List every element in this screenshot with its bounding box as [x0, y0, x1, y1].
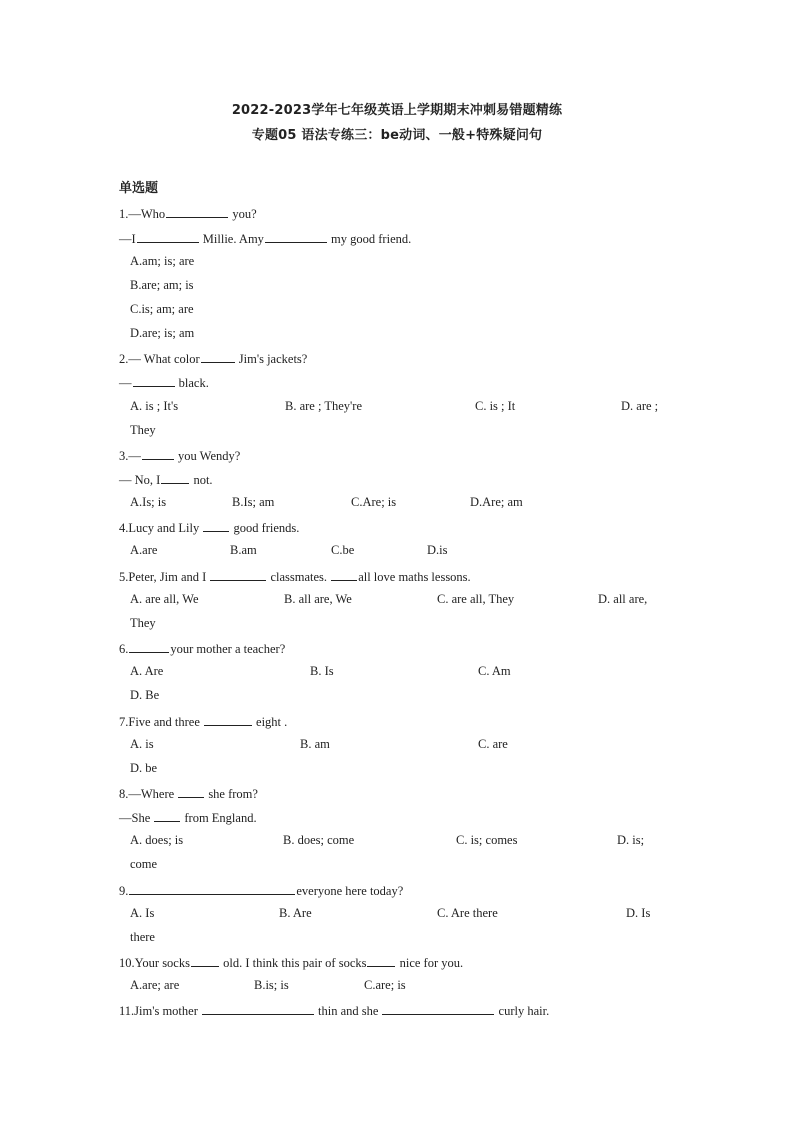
- answer-blank: [137, 230, 199, 243]
- question-8-option-b: B. does; come: [283, 833, 355, 847]
- question-10-option-a: A.are; are: [130, 978, 180, 992]
- question-4-option-b: B.am: [230, 543, 257, 557]
- answer-blank: [331, 568, 357, 581]
- answer-blank: [202, 1002, 314, 1015]
- answer-blank: [367, 954, 395, 967]
- question-9-option-a: A. Is: [130, 906, 155, 920]
- answer-blank: [265, 230, 327, 243]
- section-heading: 单选题: [119, 181, 159, 196]
- answer-blank: [178, 785, 204, 798]
- question-8-option-d-wrap: come: [130, 857, 158, 871]
- question-6-option-c: C. Am: [478, 664, 511, 678]
- question-9-option-b: B. Are: [279, 906, 312, 920]
- question-6-line-1: 6. your mother a teacher?: [119, 642, 286, 656]
- question-4-option-a: A.are: [130, 543, 158, 557]
- question-1-line-1: 1.—Who you?: [119, 207, 257, 221]
- question-11-line-1: 11.Jim's mother thin and she curly hair.: [119, 1004, 550, 1018]
- question-4-option-d: D.is: [427, 543, 448, 557]
- question-3-option-c: C.Are; is: [351, 495, 397, 509]
- question-2-option-b: B. are ; They're: [285, 399, 362, 413]
- question-7-option-b: B. am: [300, 737, 330, 751]
- question-3-option-a: A.Is; is: [130, 495, 167, 509]
- question-5-option-d: D. all are,: [598, 592, 648, 606]
- question-2-option-a: A. is ; It's: [130, 399, 179, 413]
- answer-blank: [142, 447, 174, 460]
- question-1-line-2: —I Millie. Amy my good friend.: [119, 232, 412, 246]
- question-8-line-2: —She from England.: [119, 811, 257, 825]
- question-6-option-b: B. Is: [310, 664, 334, 678]
- question-9-option-c: C. Are there: [437, 906, 498, 920]
- answer-blank: [166, 205, 228, 218]
- answer-blank: [133, 374, 175, 387]
- question-5-line-1: 5.Peter, Jim and I classmates. all love maths lessons.: [119, 570, 471, 584]
- question-5-option-d-wrap: They: [130, 616, 156, 630]
- answer-blank: [161, 471, 189, 484]
- document-title: 2022-2023学年七年级英语上学期期末冲刺易错题精练: [231, 103, 563, 118]
- answer-blank: [382, 1002, 494, 1015]
- question-1-option-c: C.is; am; are: [130, 302, 194, 316]
- question-3-line-2: — No, I not.: [119, 473, 213, 487]
- question-10-option-c: C.are; is: [364, 978, 406, 992]
- question-4-option-c: C.be: [331, 543, 355, 557]
- question-10-option-b: B.is; is: [254, 978, 289, 992]
- question-5-option-c: C. are all, They: [437, 592, 515, 606]
- question-7-option-c: C. are: [478, 737, 508, 751]
- question-6-option-a: A. Are: [130, 664, 164, 678]
- question-7-option-d: D. be: [130, 761, 158, 775]
- question-3-option-b: B.Is; am: [232, 495, 275, 509]
- question-1-option-a: A.am; is; are: [130, 254, 195, 268]
- question-8-line-1: 8.—Where she from?: [119, 787, 258, 801]
- question-6-option-d: D. Be: [130, 688, 160, 702]
- question-9-line-1: 9. everyone here today?: [119, 884, 404, 898]
- answer-blank: [201, 350, 235, 363]
- question-2-line-2: — black.: [119, 376, 209, 390]
- question-9-option-d: D. Is: [626, 906, 651, 920]
- question-8-option-d: D. is;: [617, 833, 645, 847]
- question-10-line-1: 10.Your socks old. I think this pair of socks nice for you.: [119, 956, 464, 970]
- answer-blank: [129, 882, 295, 895]
- answer-blank: [204, 713, 252, 726]
- answer-blank: [129, 640, 169, 653]
- question-2-option-c: C. is ; It: [475, 399, 516, 413]
- question-7-option-a: A. is: [130, 737, 154, 751]
- question-4-line-1: 4.Lucy and Lily good friends.: [119, 521, 300, 535]
- question-7-line-1: 7.Five and three eight .: [119, 715, 288, 729]
- question-8-option-a: A. does; is: [130, 833, 184, 847]
- answer-blank: [154, 809, 180, 822]
- question-2-option-d-wrap: They: [130, 423, 156, 437]
- question-3-line-1: 3.— you Wendy?: [119, 449, 241, 463]
- answer-blank: [210, 568, 266, 581]
- question-9-option-d-wrap: there: [130, 930, 155, 944]
- document-subtitle: 专题05 语法专练三：be动词、一般+特殊疑问句: [251, 128, 543, 143]
- question-3-option-d: D.Are; am: [470, 495, 523, 509]
- question-1-option-b: B.are; am; is: [130, 278, 194, 292]
- question-2-line-1: 2.— What color Jim's jackets?: [119, 352, 308, 366]
- question-1-option-d: D.are; is; am: [130, 326, 195, 340]
- question-8-option-c: C. is; comes: [456, 833, 518, 847]
- answer-blank: [191, 954, 219, 967]
- question-5-option-a: A. are all, We: [130, 592, 199, 606]
- question-2-option-d: D. are ;: [621, 399, 659, 413]
- question-5-option-b: B. all are, We: [284, 592, 352, 606]
- answer-blank: [203, 519, 229, 532]
